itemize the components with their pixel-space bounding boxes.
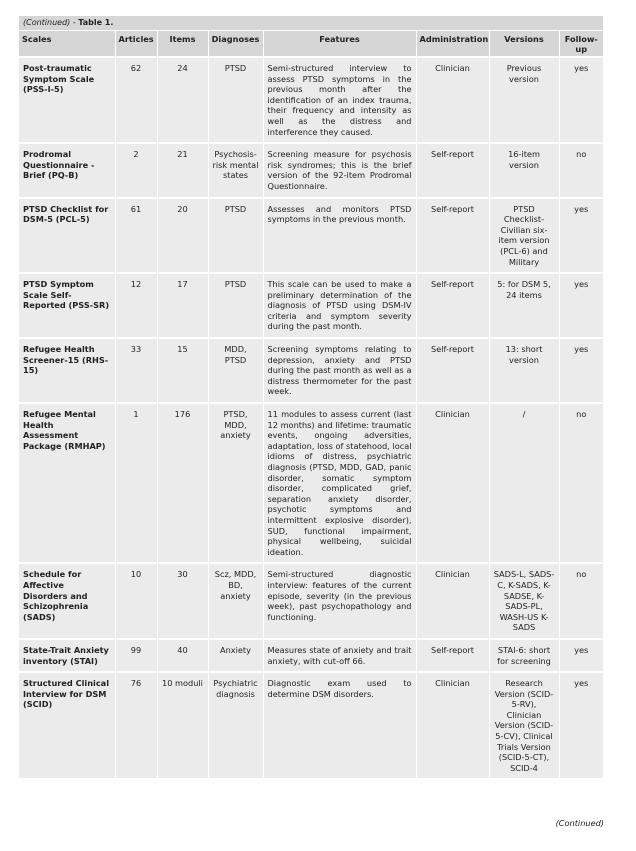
cell-versions: STAI-6: short for screening [489, 639, 559, 672]
header-items: Items [157, 31, 208, 57]
cell-administration: Self-report [416, 273, 489, 338]
cell-articles: 62 [115, 57, 157, 143]
cell-versions: 5: for DSM 5, 24 items [489, 273, 559, 338]
cell-scale: Structured Clinical Interview for DSM (SCID) [19, 672, 115, 778]
cell-features: Screening measure for psychosis risk syndromes; this is the brief version of the 92-item Prodromal Questionnaire. [263, 143, 416, 197]
cell-followup: yes [559, 273, 603, 338]
cell-items: 17 [157, 273, 208, 338]
cell-features: Semi-structured diagnostic interview: features of the current episode, severity (in the previous week), past psychopathology and functioning. [263, 563, 416, 639]
cell-items: 24 [157, 57, 208, 143]
cell-diagnoses: Anxiety [208, 639, 263, 672]
cell-followup: no [559, 563, 603, 639]
cell-features: Measures state of anxiety and trait anxiety, with cut-off 66. [263, 639, 416, 672]
cell-versions: Previous version [489, 57, 559, 143]
cell-features: This scale can be used to make a preliminary determination of the diagnosis of PTSD using DSM-IV criteria and symptom severity during the past month. [263, 273, 416, 338]
cell-items: 176 [157, 403, 208, 563]
table-row [19, 563, 603, 639]
cell-articles: 61 [115, 198, 157, 274]
cell-diagnoses: PTSD [208, 198, 263, 274]
cell-diagnoses: Scz, MDD, BD, anxiety [208, 563, 263, 639]
cell-administration: Clinician [416, 403, 489, 563]
cell-diagnoses: Psychosis-risk mental states [208, 143, 263, 197]
cell-scale: Refugee Mental Health Assessment Package (RMHAP) [19, 403, 115, 563]
caption-table-label: Table 1. [78, 18, 114, 27]
cell-items: 15 [157, 338, 208, 403]
header-versions: Versions [489, 31, 559, 57]
header-row [19, 31, 603, 57]
cell-features: Semi-structured interview to assess PTSD symptoms in the previous month after the identification of an index trauma, their frequency and intensity as well as the distress and interference they caused. [263, 57, 416, 143]
cell-diagnoses: Psychiatric diagnosis [208, 672, 263, 778]
cell-administration: Clinician [416, 563, 489, 639]
cell-scale: State-Trait Anxiety inventory (STAI) [19, 639, 115, 672]
cell-articles: 10 [115, 563, 157, 639]
cell-followup: yes [559, 672, 603, 778]
cell-scale: PTSD Symptom Scale Self-Reported (PSS-SR) [19, 273, 115, 338]
cell-items: 40 [157, 639, 208, 672]
header-articles: Articles [115, 31, 157, 57]
cell-versions: 16-item version [489, 143, 559, 197]
cell-followup: no [559, 403, 603, 563]
table-caption [19, 16, 603, 31]
continued-footer: (Continued) [555, 818, 604, 828]
header-diagnoses: Diagnoses [208, 31, 263, 57]
table-row [19, 639, 603, 672]
cell-articles: 12 [115, 273, 157, 338]
header-features: Features [263, 31, 416, 57]
cell-followup: yes [559, 198, 603, 274]
cell-scale: Post-traumatic Symptom Scale (PSS-I-5) [19, 57, 115, 143]
cell-features: 11 modules to assess current (last 12 months) and lifetime: traumatic events, ongoing adversities, adaptation, loss of statehood, local idioms of distress, psychiatric diagnosis (PTSD, MDD, GAD, panic disorder, somatic symptom disorder, complicated grief, separation anxiety disorder, psychotic symptoms and intermittent explosive disorder), SUD, functional impairment, physical wellbeing, suicidal ideation. [263, 403, 416, 563]
cell-followup: yes [559, 338, 603, 403]
table-row [19, 338, 603, 403]
table-row [19, 403, 603, 563]
table-row [19, 57, 603, 143]
table-row [19, 672, 603, 778]
cell-administration: Self-report [416, 143, 489, 197]
cell-items: 10 moduli [157, 672, 208, 778]
cell-articles: 1 [115, 403, 157, 563]
header-scales: Scales [19, 31, 115, 57]
cell-diagnoses: PTSD [208, 273, 263, 338]
caption-separator: - [70, 18, 79, 27]
cell-scale: Prodromal Questionnaire - Brief (PQ-B) [19, 143, 115, 197]
header-followup: Follow-up [559, 31, 603, 57]
cell-versions: / [489, 403, 559, 563]
cell-versions: SADS-L, SADS-C, K-SADS, K-SADSE, K-SADS-PL, WASH-US K-SADS [489, 563, 559, 639]
table-row [19, 273, 603, 338]
cell-administration: Clinician [416, 672, 489, 778]
caption-continued: (Continued) [23, 18, 71, 27]
header-administration: Administration [416, 31, 489, 57]
cell-followup: yes [559, 639, 603, 672]
cell-administration: Self-report [416, 198, 489, 274]
cell-items: 21 [157, 143, 208, 197]
cell-articles: 33 [115, 338, 157, 403]
cell-articles: 76 [115, 672, 157, 778]
cell-scale: PTSD Checklist for DSM-5 (PCL-5) [19, 198, 115, 274]
cell-articles: 2 [115, 143, 157, 197]
table-container [19, 16, 603, 778]
cell-diagnoses: PTSD [208, 57, 263, 143]
cell-diagnoses: PTSD, MDD, anxiety [208, 403, 263, 563]
cell-administration: Self-report [416, 639, 489, 672]
cell-items: 20 [157, 198, 208, 274]
cell-items: 30 [157, 563, 208, 639]
cell-features: Diagnostic exam used to determine DSM disorders. [263, 672, 416, 778]
table-row [19, 198, 603, 274]
cell-versions: PTSD Checklist-Civilian six-item version (PCL-6) and Military [489, 198, 559, 274]
scales-table [19, 31, 603, 778]
cell-features: Assesses and monitors PTSD symptoms in the previous month. [263, 198, 416, 274]
cell-followup: yes [559, 57, 603, 143]
cell-followup: no [559, 143, 603, 197]
cell-scale: Refugee Health Screener-15 (RHS-15) [19, 338, 115, 403]
cell-features: Screening symptoms relating to depression, anxiety and PTSD during the past month as well as a distress thermometer for the past week. [263, 338, 416, 403]
cell-administration: Clinician [416, 57, 489, 143]
cell-versions: Research Version (SCID-5-RV), Clinician Version (SCID-5-CV), Clinical Trials Version (SCID-5-CT), SCID-4 [489, 672, 559, 778]
cell-scale: Schedule for Affective Disorders and Schizophrenia (SADS) [19, 563, 115, 639]
table-row [19, 143, 603, 197]
cell-articles: 99 [115, 639, 157, 672]
cell-diagnoses: MDD, PTSD [208, 338, 263, 403]
cell-versions: 13: short version [489, 338, 559, 403]
cell-administration: Self-report [416, 338, 489, 403]
